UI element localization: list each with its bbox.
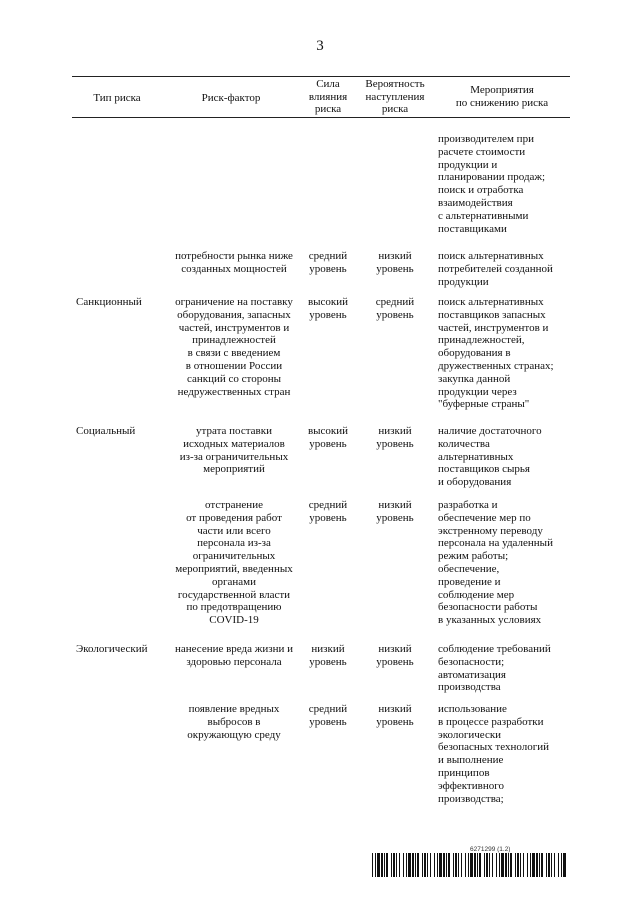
- row-3-probability: низкий уровень: [376, 425, 414, 450]
- row-6-strength: средний уровень: [308, 703, 348, 728]
- row-5-factor: нанесение вреда жизни и здоровью персонала: [174, 643, 294, 668]
- row-3-type: Социальный: [76, 425, 136, 437]
- row-2-type: Санкционный: [76, 296, 142, 308]
- row-4-measures: разработка и обеспечение мер по экстренному переводу персонала на удаленный режим работы; обеспечение, проведение и соблюдение мер безопасности работы в указанных условиях: [438, 499, 553, 627]
- row-1-factor: потребности рынка ниже созданных мощностей: [175, 250, 293, 275]
- page-number: 3: [316, 38, 324, 54]
- row-3-measures: наличие достаточного количества альтернативных поставщиков сырья и оборудования: [438, 425, 542, 489]
- row-2-strength: высокий уровень: [307, 296, 349, 321]
- row-2-factor: ограничение на поставку оборудования, запасных частей, инструментов и принадлежностей в связи с введением в отношении России санкций со стороны недружественных стран: [175, 296, 293, 398]
- row-5-strength: низкий уровень: [309, 643, 347, 668]
- row-3-factor: утрата поставки исходных материалов из-за ограничительных мероприятий: [179, 425, 289, 476]
- row-4-probability: низкий уровень: [376, 499, 414, 524]
- row-6-probability: низкий уровень: [376, 703, 414, 728]
- row-5-type: Экологический: [76, 643, 148, 655]
- barcode-icon: [372, 853, 566, 877]
- row-4-strength: средний уровень: [308, 499, 348, 524]
- barcode-label: 6271299 (1.2): [470, 846, 511, 853]
- row-1-measures: поиск альтернативных потребителей созданной продукции: [438, 250, 553, 288]
- row-3-strength: высокий уровень: [307, 425, 349, 450]
- row-1-probability: низкий уровень: [376, 250, 414, 275]
- row-0-measures: производителем при расчете стоимости продукции и планировании продаж; поиск и отработка взаимодействия с альтернативными поставщиками: [438, 133, 546, 235]
- row-5-probability: низкий уровень: [376, 643, 414, 668]
- row-2-probability: средний уровень: [375, 296, 415, 321]
- header-risk-type: Тип риска: [93, 92, 141, 104]
- header-risk-strength: Сила влияния риска: [308, 78, 348, 116]
- table-top-rule: [72, 76, 570, 77]
- header-risk-probability: Вероятность наступления риска: [365, 78, 425, 116]
- row-6-factor: появление вредных выбросов в окружающую среду: [187, 703, 281, 741]
- header-risk-measures: Мероприятия по снижению риска: [455, 84, 549, 109]
- row-6-measures: использование в процессе разработки экологически безопасных технологий и выполнение принципов эффективного производства;: [438, 703, 549, 805]
- row-2-measures: поиск альтернативных поставщиков запасных частей, инструментов и принадлежностей, оборудования в дружественных странах; закупка данной продукции через "буферные страны": [438, 296, 554, 411]
- row-1-strength: средний уровень: [308, 250, 348, 275]
- header-risk-factor: Риск-фактор: [201, 92, 261, 104]
- row-5-measures: соблюдение требований безопасности; автоматизация производства: [438, 643, 551, 694]
- row-4-factor: отстранение от проведения работ части или всего персонала из-за ограничительных мероприятий, введенных органами государственной власти по предотвращению COVID-19: [175, 499, 293, 627]
- table-header-rule: [72, 117, 570, 118]
